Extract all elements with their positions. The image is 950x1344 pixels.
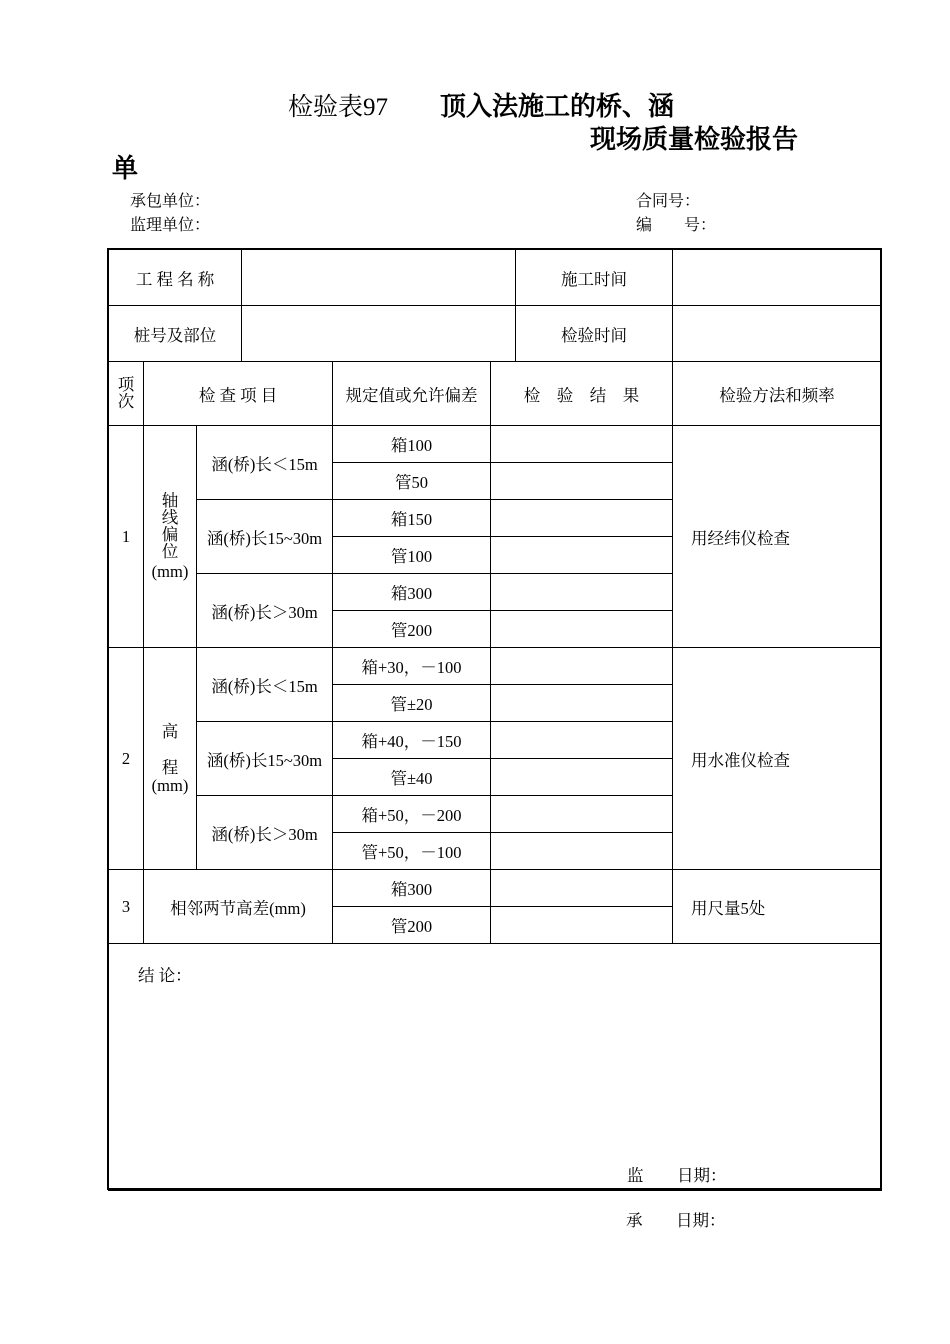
result-cell[interactable]: [491, 463, 673, 500]
spec-value: 管±40: [333, 759, 491, 796]
conclusion-label: 结 论：: [138, 966, 192, 985]
item-2-name: 高 程 (mm): [144, 648, 197, 870]
spec-value: 管+50，－100: [333, 833, 491, 870]
spec-value: 箱100: [333, 426, 491, 463]
inspection-time-label: 检验时间: [516, 306, 673, 362]
item-2-group-1-label: 涵(桥)长＜15m: [197, 648, 333, 722]
item-2-group-3-label: 涵(桥)长＞30m: [197, 796, 333, 870]
spec-value: 管100: [333, 537, 491, 574]
station-label: 桩号及部位: [109, 306, 242, 362]
item-2-no: 2: [109, 648, 144, 870]
col-spec: 规定值或允许偏差: [333, 362, 491, 426]
result-cell[interactable]: [491, 870, 673, 907]
item-1-no: 1: [109, 426, 144, 648]
spec-value: 箱+30，－100: [333, 648, 491, 685]
spec-value: 箱300: [333, 870, 491, 907]
result-cell[interactable]: [491, 574, 673, 611]
supervisor-label: 监理单位：: [130, 217, 211, 234]
table-row: [109, 426, 882, 463]
spec-value: 管50: [333, 463, 491, 500]
spec-value: 箱+50，－200: [333, 796, 491, 833]
item-1-method: 用经纬仪检查: [673, 426, 882, 648]
contractor-sign-label: 承: [626, 1211, 643, 1230]
result-cell[interactable]: [491, 426, 673, 463]
supervisor-date-label: 日期：: [677, 1166, 727, 1185]
item-3-no: 3: [109, 870, 144, 944]
item-1-group-2-label: 涵(桥)长15~30m: [197, 500, 333, 574]
result-cell[interactable]: [491, 759, 673, 796]
item-3-method: 用尺量5处: [673, 870, 882, 944]
item-2-method: 用水准仪检查: [673, 648, 882, 870]
conclusion-row: [109, 944, 882, 1191]
result-cell[interactable]: [491, 833, 673, 870]
spec-value: 箱+40，－150: [333, 722, 491, 759]
project-name-value[interactable]: [242, 250, 516, 306]
result-cell[interactable]: [491, 796, 673, 833]
form-title-line1: 顶入法施工的桥、涵: [440, 92, 675, 122]
contract-no-label: 合同号：: [636, 193, 701, 210]
construction-time-value[interactable]: [673, 250, 882, 306]
result-cell[interactable]: [491, 722, 673, 759]
col-result: 检 验 结 果: [491, 362, 673, 426]
construction-time-label: 施工时间: [516, 250, 673, 306]
item-1-name: 轴线偏位 (mm): [144, 426, 197, 648]
contractor-date-label: 日期：: [676, 1211, 726, 1230]
spec-value: 箱150: [333, 500, 491, 537]
item-1-group-3-label: 涵(桥)长＞30m: [197, 574, 333, 648]
form-code: 检验表97: [288, 94, 389, 121]
spec-value: 箱300: [333, 574, 491, 611]
result-cell[interactable]: [491, 500, 673, 537]
result-cell[interactable]: [491, 537, 673, 574]
serial-no-label: 编 号：: [636, 217, 717, 234]
col-item: 检 查 项 目: [144, 362, 333, 426]
form-title-line2: 现场质量检验报告: [590, 125, 799, 155]
table-row: [109, 870, 882, 907]
result-cell[interactable]: [491, 907, 673, 944]
supervisor-sign-label: 监: [627, 1166, 644, 1185]
spec-value: 管200: [333, 907, 491, 944]
conclusion-cell[interactable]: [109, 944, 882, 1191]
col-item-no: 项次: [109, 362, 144, 426]
item-3-name: 相邻两节高差(mm): [144, 870, 333, 944]
item-2-group-2-label: 涵(桥)长15~30m: [197, 722, 333, 796]
result-cell[interactable]: [491, 611, 673, 648]
result-cell[interactable]: [491, 648, 673, 685]
spec-value: 管±20: [333, 685, 491, 722]
project-name-label: 工 程 名 称: [109, 250, 242, 306]
inspection-time-value[interactable]: [673, 306, 882, 362]
col-method: 检验方法和频率: [673, 362, 882, 426]
form-title-line3: 单: [112, 154, 139, 184]
info-row-1: [109, 250, 882, 306]
result-cell[interactable]: [491, 685, 673, 722]
spec-value: 管200: [333, 611, 491, 648]
table-row: [109, 648, 882, 685]
info-row-2: [109, 306, 882, 362]
column-header-row: [109, 362, 882, 426]
inspection-table: [108, 249, 882, 1191]
item-1-group-1-label: 涵(桥)长＜15m: [197, 426, 333, 500]
station-value[interactable]: [242, 306, 516, 362]
contractor-label: 承包单位：: [130, 193, 211, 210]
